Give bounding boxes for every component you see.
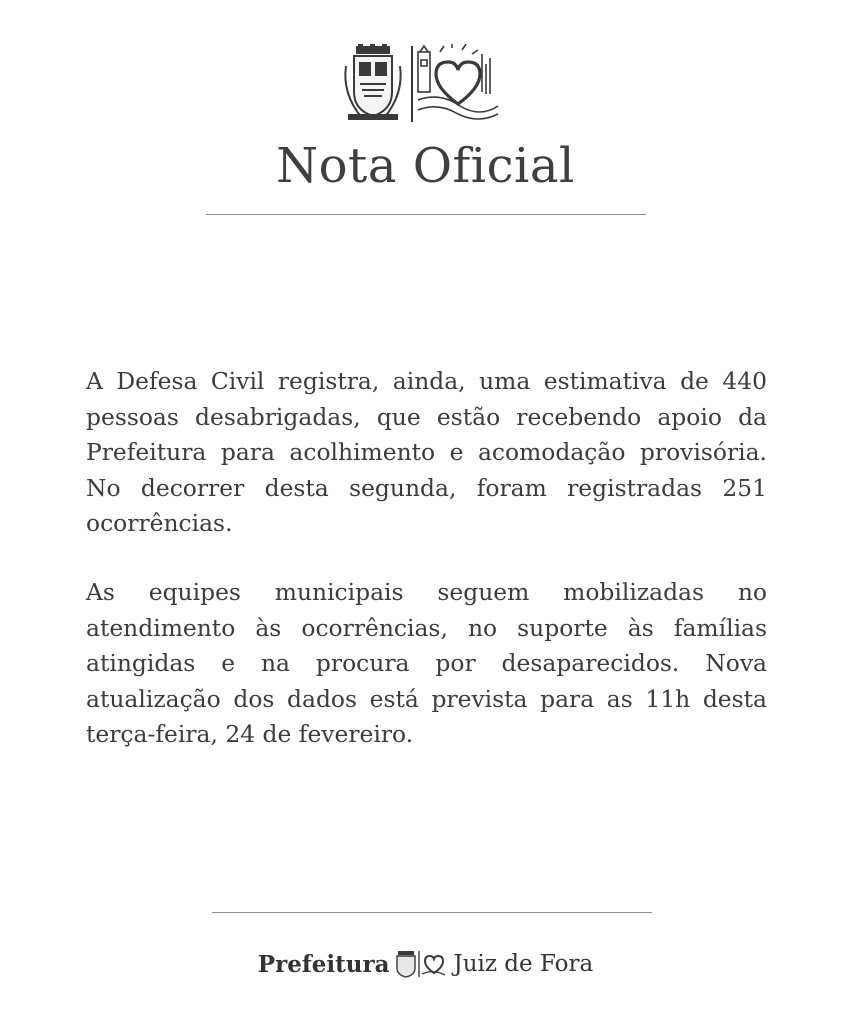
body-paragraph-2: As equipes municipais seguem mobilizadas no atendimento às ocorrências, no suporte às famílias atingidas e na procura por desaparecidos. Nova atualização dos dados está prevista para as 11h desta terça-feira, 24 de fevereiro. xyxy=(86,578,767,748)
page-title: Nota Oficial xyxy=(276,138,575,194)
footer-logo-icon xyxy=(395,950,447,978)
footer-brand-prefeitura: Prefeitura xyxy=(257,950,390,978)
body-paragraph-1: A Defesa Civil registra, ainda, uma estimativa de 440 pessoas desabrigadas, que estão recebendo apoio da Prefeitura para acolhimento e acomodação provisória. No decorrer desta segunda, foram registradas 251 ocorrências. xyxy=(86,367,767,537)
heart-illustration-icon xyxy=(418,44,498,119)
coat-of-arms-icon xyxy=(345,44,400,120)
footer-divider xyxy=(212,912,652,913)
city-logo xyxy=(340,44,500,124)
title-divider xyxy=(206,214,646,215)
footer-brand xyxy=(0,944,851,984)
footer-brand-city: Juiz de Fora xyxy=(453,951,594,977)
